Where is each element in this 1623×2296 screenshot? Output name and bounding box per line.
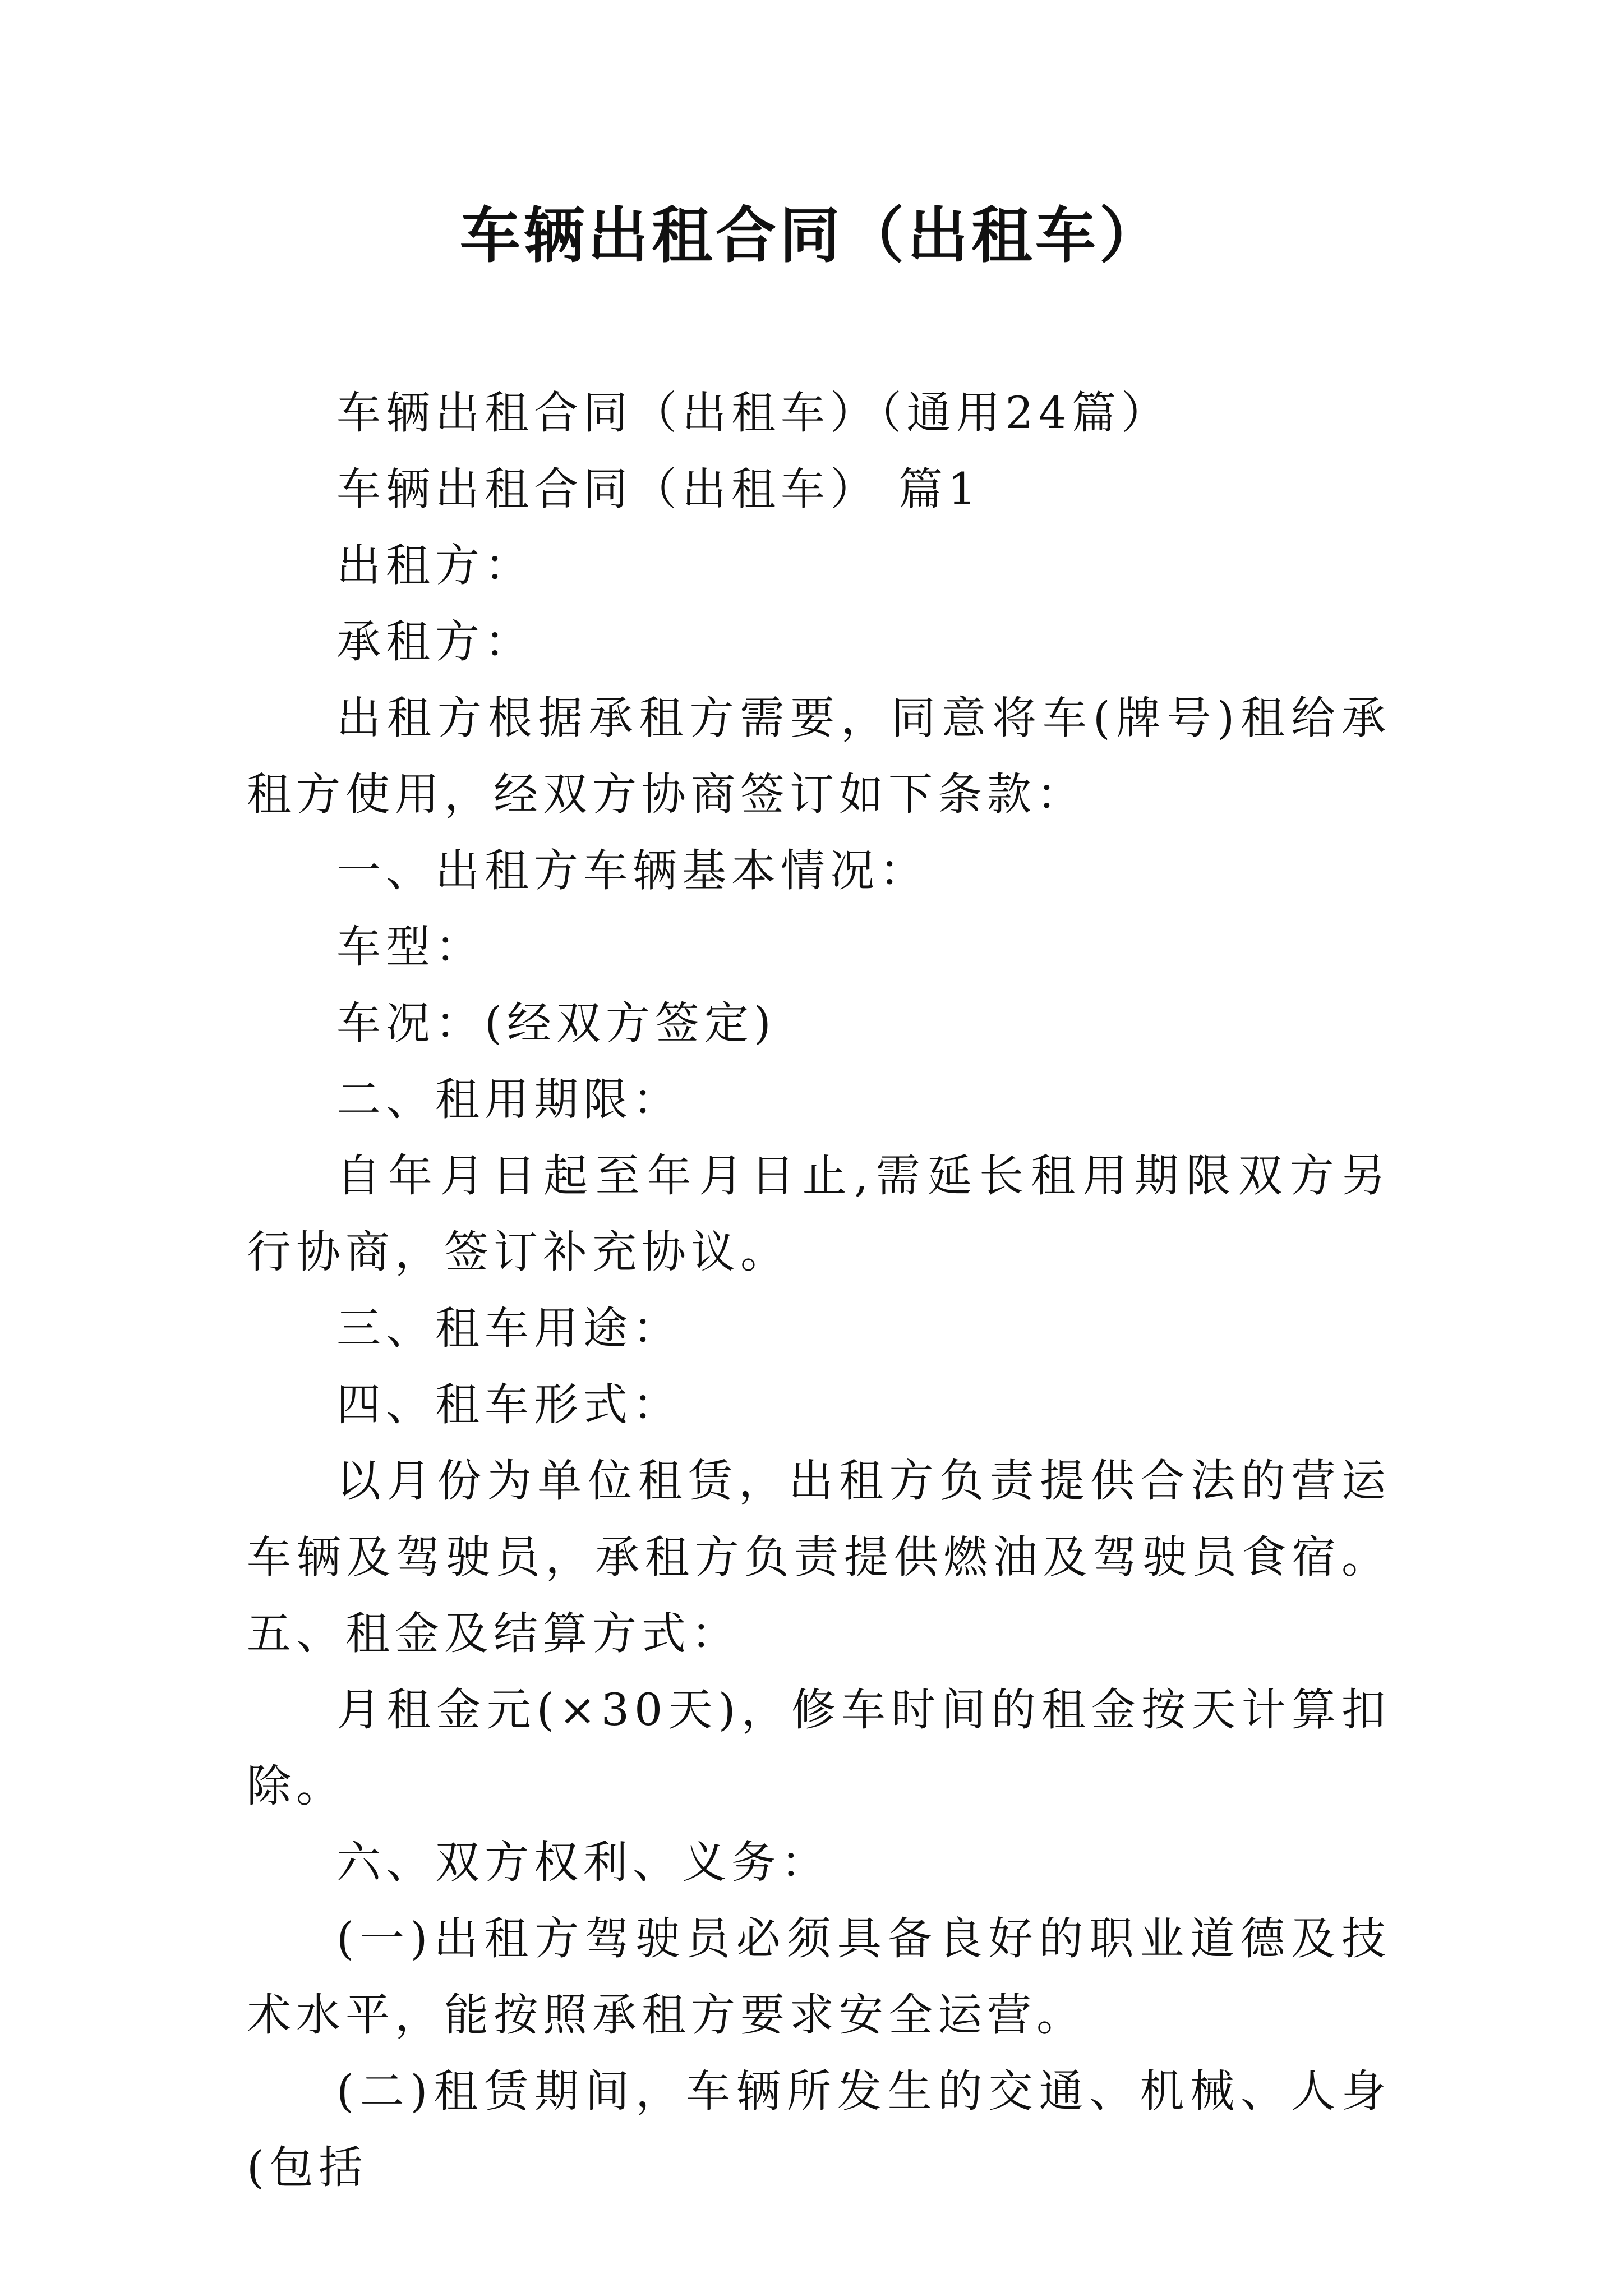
paragraph-lease-form: 以月份为单位租赁，出租方负责提供合法的营运车辆及驾驶员，承租方负责提供燃油及驾驶员食宿。五、租金及结算方式：: [247, 1455, 1391, 1659]
paragraph-lessor: 出租方：: [336, 540, 534, 591]
paragraph-clause-2: 二、租用期限：: [336, 1074, 682, 1125]
paragraph-clause-3: 三、租车用途：: [336, 1303, 682, 1354]
paragraph-obligation-1: (一)出租方驾驶员必须具备良好的职业道德及技术水平，能按照承租方要求安全运营。: [247, 1913, 1391, 2041]
paragraph-vehicle-type: 车型：: [336, 921, 485, 973]
paragraph-vehicle-condition: 车况：(经双方签定): [336, 997, 776, 1049]
paragraph-subtitle: 车辆出租合同（出租车）（通用24篇）: [336, 387, 1171, 439]
paragraph-intro: 出租方根据承租方需要，同意将车(牌号)租给承租方使用，经双方协商签订如下条款：: [247, 692, 1391, 820]
paragraph-lessee: 承租方：: [336, 616, 534, 668]
paragraph-clause-4: 四、租车形式：: [336, 1379, 682, 1430]
document-title: 车辆出租合同（出租车）: [459, 200, 1163, 271]
document-body: [247, 375, 1391, 2206]
paragraph-clause-1: 一、出租方车辆基本情况：: [336, 845, 929, 896]
paragraph-rent: 月租金元(×30天)，修车时间的租金按天计算扣除。: [247, 1684, 1391, 1812]
paragraph-term: 自年月日起至年月日止,需延长租用期限双方另行协商，签订补充协议。: [247, 1150, 1391, 1278]
paragraph-clause-6: 六、双方权利、义务：: [336, 1837, 830, 1888]
paragraph-section-heading: 车辆出租合同（出租车） 篇1: [336, 463, 981, 515]
paragraph-obligation-2: (二)租赁期间，车辆所发生的交通、机械、人身(包括: [247, 2065, 1391, 2193]
